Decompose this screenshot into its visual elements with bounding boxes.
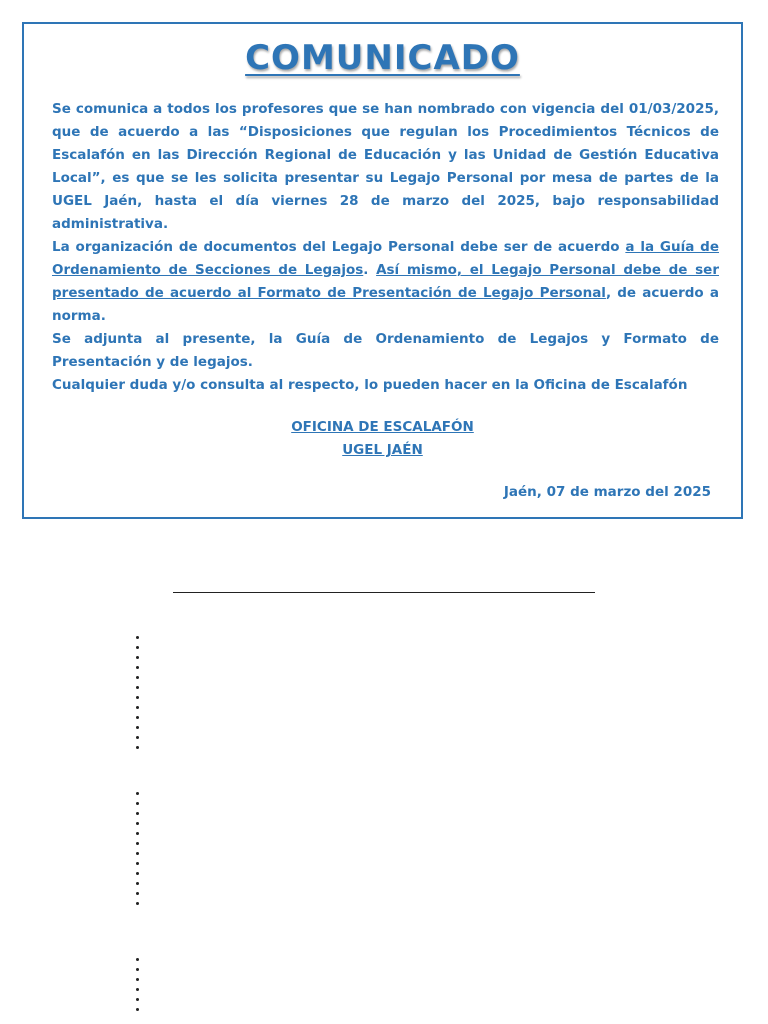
paragraph-2-text-c: , de acuerdo a norma. — [52, 285, 719, 324]
dotted-separator — [134, 636, 140, 756]
notice-body — [52, 98, 719, 397]
paragraph-2-text-b: . — [363, 262, 377, 278]
paragraph-4: Cualquier duda y/o consulta al respecto, lo pueden hacer en la Oficina de Escalafón — [52, 377, 688, 393]
dotted-separator — [134, 792, 140, 912]
date-line: Jaén, 07 de marzo del 2025 — [503, 484, 711, 500]
guide-reference-link[interactable]: a la Guía de Ordenamiento de Secciones de Legajos — [52, 239, 719, 278]
signature-office: OFICINA DE ESCALAFÓN — [291, 419, 474, 435]
signature-block — [24, 416, 741, 462]
notice-title: COMUNICADO — [245, 38, 520, 78]
signature-unit: UGEL JAÉN — [342, 442, 423, 458]
format-reference-link[interactable]: Así mismo, el Legajo Personal debe de ser presentado de acuerdo al Formato de Presentación de Legajo Personal — [52, 262, 719, 301]
notice-box — [22, 22, 743, 519]
paragraph-1: Se comunica a todos los profesores que se han nombrado con vigencia del 01/03/2025, que de acuerdo a las “Disposiciones que regulan los Procedimientos Técnicos de Escalafón en las Dirección Regional de Educación y las Unidad de Gestión Educativa Local”, es que se les solicita presentar su Legajo Personal por mesa de partes de la UGEL Jaén, hasta el día viernes 28 de marzo del 2025, bajo responsabilidad administrativa. — [52, 101, 719, 232]
paragraph-2-text-a: La organización de documentos del Legajo Personal debe ser de acuerdo — [52, 239, 626, 255]
paragraph-3: Se adjunta al presente, la Guía de Ordenamiento de Legajos y Formato de Presentación y de legajos. — [52, 331, 719, 370]
paragraph-2 — [52, 236, 719, 328]
dotted-separator — [134, 958, 140, 1018]
signature-line — [173, 592, 595, 593]
